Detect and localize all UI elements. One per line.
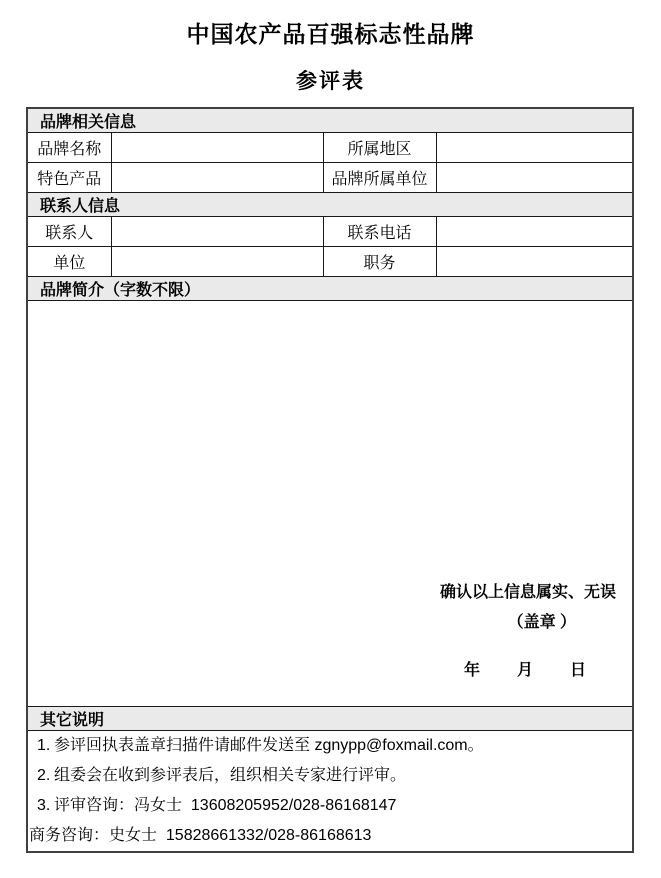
form-title: 中国农产品百强标志性品牌 xyxy=(186,21,475,47)
brand-owner-unit-value-cell[interactable] xyxy=(436,163,633,193)
date-day-label: 日 xyxy=(570,662,587,679)
position-value-cell[interactable] xyxy=(436,247,633,277)
section-header-contact-info: 联系人信息 xyxy=(27,193,633,217)
unit-value-cell[interactable] xyxy=(111,247,323,277)
note-item-3 xyxy=(28,791,632,821)
date-line xyxy=(28,662,632,679)
brand-owner-unit-label: 品牌所属单位 xyxy=(323,163,436,193)
position-label: 职务 xyxy=(323,247,436,277)
brand-intro-text-area[interactable] xyxy=(27,301,633,707)
note-item-4 xyxy=(28,821,632,851)
section-header-other-notes: 其它说明 xyxy=(27,707,633,731)
note-item-4-text: 商务咨询：史女士 15828661332/028-86168613 xyxy=(29,827,372,844)
note-item-2-number: 2. xyxy=(37,767,51,784)
note-item-3-number: 3. xyxy=(37,797,51,814)
note-item-1-number: 1. xyxy=(37,737,51,754)
contact-person-label: 联系人 xyxy=(27,217,111,247)
region-value-cell[interactable] xyxy=(436,133,633,163)
confirmation-statement: 确认以上信息属实、无误 xyxy=(440,584,617,601)
note-item-1-text: 参评回执表盖章扫描件请邮件发送至 zgnypp@foxmail.com。 xyxy=(54,737,484,754)
contact-phone-label: 联系电话 xyxy=(323,217,436,247)
note-item-3-text: 评审咨询：冯女士 13608205952/028-86168147 xyxy=(54,797,397,814)
note-item-1 xyxy=(28,731,632,761)
date-year-label: 年 xyxy=(463,662,480,679)
form-subtitle: 参评表 xyxy=(296,70,365,93)
entry-form-table xyxy=(26,107,634,853)
section-header-brand-info: 品牌相关信息 xyxy=(27,108,633,133)
contact-phone-value-cell[interactable] xyxy=(436,217,633,247)
brand-name-label: 品牌名称 xyxy=(27,133,111,163)
note-item-2 xyxy=(28,761,632,791)
unit-label: 单位 xyxy=(27,247,111,277)
date-month-label: 月 xyxy=(516,662,533,679)
featured-product-value-cell[interactable] xyxy=(111,163,323,193)
confirmation-block xyxy=(28,584,632,679)
seal-placeholder: （盖章 ） xyxy=(507,614,577,631)
section-header-brand-intro: 品牌简介（字数不限） xyxy=(27,277,633,301)
contact-person-value-cell[interactable] xyxy=(111,217,323,247)
other-notes-cell xyxy=(27,731,633,853)
featured-product-label: 特色产品 xyxy=(27,163,111,193)
note-item-2-text: 组委会在收到参评表后，组织相关专家进行评审。 xyxy=(54,767,407,784)
region-label: 所属地区 xyxy=(323,133,436,163)
brand-name-value-cell[interactable] xyxy=(111,133,323,163)
